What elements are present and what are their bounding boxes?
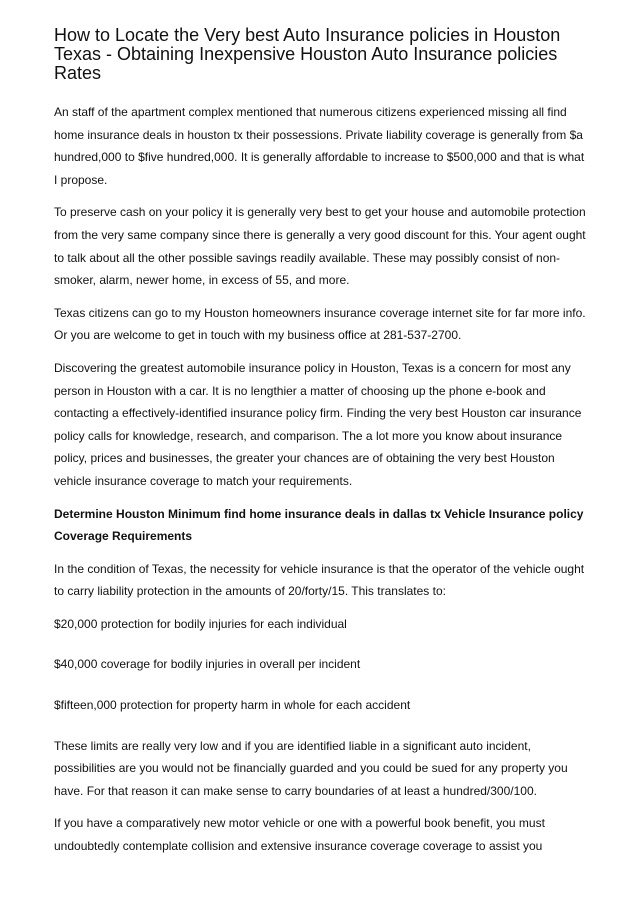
paragraph-contact: Texas citizens can go to my Houston homeowners insurance coverage internet site for far more info. Or you are welcome to get in touch with my business office at 281-537-2700.	[54, 305, 586, 343]
paragraph-collision: If you have a comparatively new motor vehicle or one with a powerful book benefit, you must undoubtedly contemplate collision and extensive insurance coverage coverage to assist you	[54, 816, 545, 854]
document-title: How to Locate the Very best Auto Insurance policies in Houston Texas - Obtaining Inexpensive Houston Auto Insurance policies Rates	[54, 25, 561, 83]
coverage-item-property: $fifteen,000 protection for property harm in whole for each accident	[54, 698, 411, 713]
paragraph-texas-requirement: In the condition of Texas, the necessity for vehicle insurance is that the operator of the vehicle ought to carry liability protection in the amounts of 20/forty/15. This translates to:	[54, 561, 585, 599]
document-page	[54, 26, 586, 868]
paragraph-liability: An staff of the apartment complex mentioned that numerous citizens experienced missing all find home insurance deals in houston tx their possessions. Private liability coverage is generally from $a hundred,000 to $five hundred,000. It is generally affordable to increase to $500,000 and that is what I propose.	[54, 105, 585, 187]
paragraph-limits: These limits are really very low and if you are identified liable in a significant auto incident, possibilities are you would not be financially guarded and you could be sued for any property you have. For that reason it can make sense to carry boundaries of at least a hundred/300/100.	[54, 738, 568, 798]
section-heading: Determine Houston Minimum find home insurance deals in dallas tx Vehicle Insurance policy Coverage Requirements	[54, 506, 584, 544]
coverage-item-bodily-individual: $20,000 protection for bodily injuries for each individual	[54, 616, 347, 631]
paragraph-finding-insurance: Discovering the greatest automobile insurance policy in Houston, Texas is a concern for most any person in Houston with a car. It is no lengthier a matter of choosing up the phone e-book and contacting a effectively-identified insurance policy firm. Finding the very best Houston car insurance policy calls for knowledge, research, and comparison. The a lot more you know about insurance policy, prices and businesses, the greater your chances are of obtaining the very best Houston vehicle insurance coverage to match your requirements.	[54, 360, 582, 488]
paragraph-discount: To preserve cash on your policy it is generally very best to get your house and automobile protection from the very same company since there is generally a very good discount for this. Your agent ought to talk about all the other possible savings readily available. These may possibly consist of non-smoker, alarm, newer home, in excess of 55, and more.	[54, 205, 586, 288]
coverage-item-bodily-incident: $40,000 coverage for bodily injuries in overall per incident	[54, 657, 361, 672]
